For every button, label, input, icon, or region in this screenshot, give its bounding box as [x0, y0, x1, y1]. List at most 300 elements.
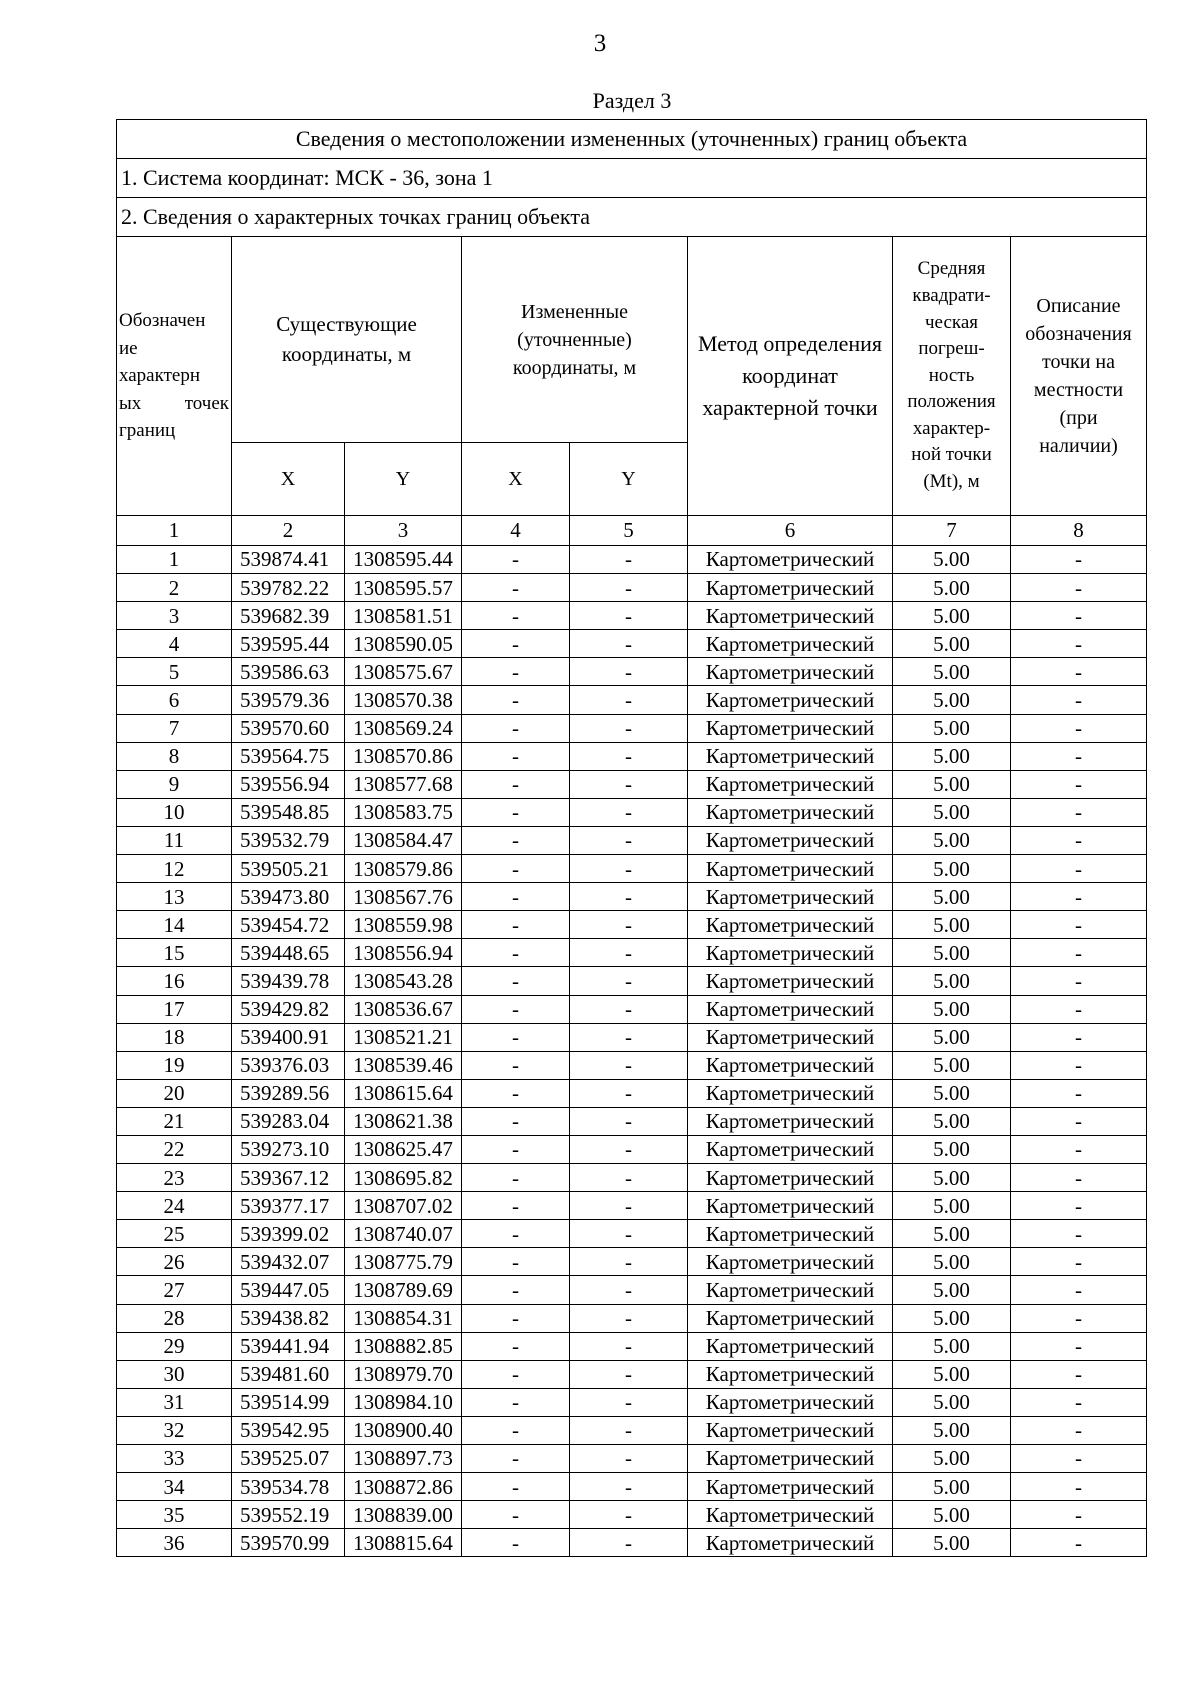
changed-y-cell: - [570, 1248, 688, 1276]
existing-x-cell: 539682.39 [232, 602, 345, 630]
existing-x-cell: 539782.22 [232, 574, 345, 602]
changed-x-cell: - [462, 1360, 570, 1388]
point-number-cell: 31 [117, 1388, 232, 1416]
method-cell: Картометрический [688, 1276, 893, 1304]
existing-y-cell: 1308775.79 [345, 1248, 462, 1276]
method-cell: Картометрический [688, 1529, 893, 1557]
method-cell: Картометрический [688, 1445, 893, 1473]
method-cell: Картометрический [688, 1192, 893, 1220]
changed-y-cell: - [570, 1360, 688, 1388]
point-number-cell: 11 [117, 826, 232, 854]
header-designation-line: ие [119, 337, 138, 359]
accuracy-cell: 5.00 [893, 995, 1011, 1023]
description-cell: - [1011, 1473, 1147, 1501]
method-cell: Картометрический [688, 1388, 893, 1416]
existing-x-cell: 539481.60 [232, 1360, 345, 1388]
table-row [117, 658, 1147, 686]
table-row [117, 1023, 1147, 1051]
table-row [117, 1332, 1147, 1360]
accuracy-cell: 5.00 [893, 1051, 1011, 1079]
table-row [117, 798, 1147, 826]
changed-y-cell: - [570, 742, 688, 770]
changed-x-cell: - [462, 546, 570, 574]
existing-x-cell: 539595.44 [232, 630, 345, 658]
method-cell: Картометрический [688, 1332, 893, 1360]
table-row [117, 1051, 1147, 1079]
description-cell: - [1011, 1360, 1147, 1388]
changed-x-cell: - [462, 1051, 570, 1079]
table-row [117, 1473, 1147, 1501]
existing-y-cell: 1308900.40 [345, 1416, 462, 1444]
column-number: 8 [1011, 516, 1147, 546]
method-cell: Картометрический [688, 798, 893, 826]
table-row [117, 1248, 1147, 1276]
description-cell: - [1011, 658, 1147, 686]
existing-y-cell: 1308570.86 [345, 742, 462, 770]
changed-x-cell: - [462, 630, 570, 658]
header-changed-x: X [462, 443, 570, 516]
changed-y-cell: - [570, 1164, 688, 1192]
changed-y-cell: - [570, 1388, 688, 1416]
changed-x-cell: - [462, 1079, 570, 1107]
header-designation [117, 237, 232, 516]
existing-y-cell: 1308695.82 [345, 1164, 462, 1192]
accuracy-cell: 5.00 [893, 1220, 1011, 1248]
method-cell: Картометрический [688, 1220, 893, 1248]
description-cell: - [1011, 911, 1147, 939]
table-row [117, 602, 1147, 630]
point-number-cell: 1 [117, 546, 232, 574]
header-accuracy-line: квадрати- [912, 284, 991, 306]
changed-x-cell: - [462, 1332, 570, 1360]
existing-x-cell: 539439.78 [232, 967, 345, 995]
point-number-cell: 33 [117, 1445, 232, 1473]
point-number-cell: 12 [117, 855, 232, 883]
changed-x-cell: - [462, 742, 570, 770]
table-row [117, 911, 1147, 939]
header-designation-word: ых [119, 392, 142, 414]
changed-x-cell: - [462, 1416, 570, 1444]
description-cell: - [1011, 602, 1147, 630]
existing-y-cell: 1308595.57 [345, 574, 462, 602]
changed-x-cell: - [462, 1529, 570, 1557]
existing-y-cell: 1308570.38 [345, 686, 462, 714]
point-number-cell: 36 [117, 1529, 232, 1557]
existing-x-cell: 539438.82 [232, 1304, 345, 1332]
point-number-cell: 21 [117, 1107, 232, 1135]
existing-x-cell: 539289.56 [232, 1079, 345, 1107]
accuracy-cell: 5.00 [893, 1304, 1011, 1332]
changed-y-cell: - [570, 686, 688, 714]
point-number-cell: 35 [117, 1501, 232, 1529]
table-row [117, 1135, 1147, 1163]
accuracy-cell: 5.00 [893, 770, 1011, 798]
point-number-cell: 2 [117, 574, 232, 602]
accuracy-cell: 5.00 [893, 1135, 1011, 1163]
description-cell: - [1011, 1164, 1147, 1192]
existing-x-cell: 539579.36 [232, 686, 345, 714]
existing-y-cell: 1308543.28 [345, 967, 462, 995]
method-cell: Картометрический [688, 686, 893, 714]
description-cell: - [1011, 798, 1147, 826]
column-number: 6 [688, 516, 893, 546]
existing-y-cell: 1308575.67 [345, 658, 462, 686]
existing-x-cell: 539432.07 [232, 1248, 345, 1276]
existing-y-cell: 1308583.75 [345, 798, 462, 826]
changed-x-cell: - [462, 883, 570, 911]
table-row [117, 1164, 1147, 1192]
point-number-cell: 22 [117, 1135, 232, 1163]
description-cell: - [1011, 1445, 1147, 1473]
accuracy-cell: 5.00 [893, 658, 1011, 686]
existing-y-cell: 1308707.02 [345, 1192, 462, 1220]
changed-x-cell: - [462, 1220, 570, 1248]
method-cell: Картометрический [688, 1023, 893, 1051]
description-cell: - [1011, 770, 1147, 798]
description-cell: - [1011, 574, 1147, 602]
method-cell: Картометрический [688, 855, 893, 883]
section-title: Раздел 3 [592, 88, 672, 113]
header-description-line: местности [1033, 379, 1124, 401]
changed-y-cell: - [570, 798, 688, 826]
header-existing-y: Y [345, 443, 462, 516]
method-cell: Картометрический [688, 1501, 893, 1529]
existing-x-cell: 539429.82 [232, 995, 345, 1023]
table-row [117, 1416, 1147, 1444]
existing-y-cell: 1308595.44 [345, 546, 462, 574]
changed-y-cell: - [570, 995, 688, 1023]
header-description-line: Описание [1036, 295, 1121, 317]
method-cell: Картометрический [688, 658, 893, 686]
changed-y-cell: - [570, 967, 688, 995]
point-number-cell: 24 [117, 1192, 232, 1220]
changed-x-cell: - [462, 686, 570, 714]
method-cell: Картометрический [688, 602, 893, 630]
existing-y-cell: 1308625.47 [345, 1135, 462, 1163]
existing-x-cell: 539447.05 [232, 1276, 345, 1304]
changed-x-cell: - [462, 574, 570, 602]
description-cell: - [1011, 1501, 1147, 1529]
method-cell: Картометрический [688, 1473, 893, 1501]
method-cell: Картометрический [688, 826, 893, 854]
description-cell: - [1011, 686, 1147, 714]
existing-x-cell: 539532.79 [232, 826, 345, 854]
description-cell: - [1011, 1135, 1147, 1163]
existing-x-cell: 539552.19 [232, 1501, 345, 1529]
accuracy-cell: 5.00 [893, 714, 1011, 742]
existing-y-cell: 1308979.70 [345, 1360, 462, 1388]
method-cell: Картометрический [688, 1107, 893, 1135]
changed-y-cell: - [570, 770, 688, 798]
point-number-cell: 5 [117, 658, 232, 686]
existing-y-cell: 1308882.85 [345, 1332, 462, 1360]
header-description-line: (при [1059, 407, 1098, 429]
table-row [117, 1529, 1147, 1557]
point-number-cell: 10 [117, 798, 232, 826]
changed-x-cell: - [462, 855, 570, 883]
description-cell: - [1011, 1529, 1147, 1557]
method-cell: Картометрический [688, 770, 893, 798]
accuracy-cell: 5.00 [893, 742, 1011, 770]
changed-y-cell: - [570, 826, 688, 854]
accuracy-cell: 5.00 [893, 1276, 1011, 1304]
changed-x-cell: - [462, 1248, 570, 1276]
accuracy-cell: 5.00 [893, 630, 1011, 658]
existing-y-cell: 1308577.68 [345, 770, 462, 798]
method-cell: Картометрический [688, 574, 893, 602]
table-row [117, 546, 1147, 574]
point-number-cell: 30 [117, 1360, 232, 1388]
changed-y-cell: - [570, 1416, 688, 1444]
method-cell: Картометрический [688, 939, 893, 967]
changed-y-cell: - [570, 1051, 688, 1079]
description-cell: - [1011, 714, 1147, 742]
table-row [117, 742, 1147, 770]
existing-y-cell: 1308621.38 [345, 1107, 462, 1135]
accuracy-cell: 5.00 [893, 1473, 1011, 1501]
header-designation-line: Обозначен [119, 310, 206, 332]
description-cell: - [1011, 630, 1147, 658]
existing-x-cell: 539367.12 [232, 1164, 345, 1192]
method-cell: Картометрический [688, 1360, 893, 1388]
header-changed-y: Y [570, 443, 688, 516]
point-number-cell: 4 [117, 630, 232, 658]
existing-y-cell: 1308615.64 [345, 1079, 462, 1107]
header-accuracy-line: ческая [924, 311, 978, 333]
accuracy-cell: 5.00 [893, 1360, 1011, 1388]
accuracy-cell: 5.00 [893, 1529, 1011, 1557]
accuracy-cell: 5.00 [893, 686, 1011, 714]
method-cell: Картометрический [688, 714, 893, 742]
changed-y-cell: - [570, 1135, 688, 1163]
changed-x-cell: - [462, 658, 570, 686]
changed-x-cell: - [462, 939, 570, 967]
table-row [117, 1360, 1147, 1388]
method-cell: Картометрический [688, 630, 893, 658]
accuracy-cell: 5.00 [893, 939, 1011, 967]
points-heading: 2. Сведения о характерных точках границ объекта [117, 198, 1147, 237]
existing-y-cell: 1308569.24 [345, 714, 462, 742]
changed-y-cell: - [570, 574, 688, 602]
header-designation-line: границ [119, 420, 176, 442]
table-row [117, 686, 1147, 714]
accuracy-cell: 5.00 [893, 1445, 1011, 1473]
table-row [117, 967, 1147, 995]
table-row [117, 1388, 1147, 1416]
existing-y-cell: 1308581.51 [345, 602, 462, 630]
accuracy-cell: 5.00 [893, 546, 1011, 574]
accuracy-cell: 5.00 [893, 883, 1011, 911]
changed-x-cell: - [462, 995, 570, 1023]
header-description [1011, 237, 1147, 516]
table-row [117, 574, 1147, 602]
method-cell: Картометрический [688, 911, 893, 939]
point-number-cell: 29 [117, 1332, 232, 1360]
point-number-cell: 18 [117, 1023, 232, 1051]
description-cell: - [1011, 1416, 1147, 1444]
existing-y-cell: 1308789.69 [345, 1276, 462, 1304]
existing-x-cell: 539377.17 [232, 1192, 345, 1220]
changed-y-cell: - [570, 1332, 688, 1360]
changed-x-cell: - [462, 1445, 570, 1473]
changed-y-cell: - [570, 630, 688, 658]
table-row [117, 1445, 1147, 1473]
accuracy-cell: 5.00 [893, 1164, 1011, 1192]
method-cell: Картометрический [688, 1304, 893, 1332]
existing-x-cell: 539514.99 [232, 1388, 345, 1416]
table-row [117, 1276, 1147, 1304]
method-cell: Картометрический [688, 742, 893, 770]
point-number-cell: 25 [117, 1220, 232, 1248]
description-cell: - [1011, 939, 1147, 967]
table-caption: Сведения о местоположении измененных (уточненных) границ объекта [117, 120, 1147, 159]
existing-x-cell: 539548.85 [232, 798, 345, 826]
description-cell: - [1011, 967, 1147, 995]
description-cell: - [1011, 995, 1147, 1023]
description-cell: - [1011, 1051, 1147, 1079]
page-number: 3 [593, 30, 607, 57]
existing-x-cell: 539273.10 [232, 1135, 345, 1163]
column-number: 7 [893, 516, 1011, 546]
description-cell: - [1011, 1220, 1147, 1248]
point-number-cell: 32 [117, 1416, 232, 1444]
point-number-cell: 19 [117, 1051, 232, 1079]
existing-y-cell: 1308984.10 [345, 1388, 462, 1416]
description-cell: - [1011, 742, 1147, 770]
accuracy-cell: 5.00 [893, 1388, 1011, 1416]
existing-x-cell: 539400.91 [232, 1023, 345, 1051]
changed-y-cell: - [570, 1304, 688, 1332]
changed-y-cell: - [570, 911, 688, 939]
column-number: 1 [117, 516, 232, 546]
existing-x-cell: 539556.94 [232, 770, 345, 798]
existing-x-cell: 539564.75 [232, 742, 345, 770]
accuracy-cell: 5.00 [893, 574, 1011, 602]
header-designation-line [119, 390, 229, 418]
description-cell: - [1011, 1248, 1147, 1276]
header-existing-x: X [232, 443, 345, 516]
description-cell: - [1011, 883, 1147, 911]
changed-x-cell: - [462, 1388, 570, 1416]
existing-y-cell: 1308872.86 [345, 1473, 462, 1501]
changed-x-cell: - [462, 826, 570, 854]
table-row [117, 883, 1147, 911]
header-accuracy-line: Средняя [917, 258, 986, 280]
changed-y-cell: - [570, 1276, 688, 1304]
point-number-cell: 9 [117, 770, 232, 798]
existing-y-cell: 1308521.21 [345, 1023, 462, 1051]
existing-y-cell: 1308897.73 [345, 1445, 462, 1473]
accuracy-cell: 5.00 [893, 1332, 1011, 1360]
table-row [117, 714, 1147, 742]
table-row [117, 826, 1147, 854]
method-cell: Картометрический [688, 995, 893, 1023]
table-row [117, 1192, 1147, 1220]
header-accuracy-line: погреш- [918, 338, 985, 360]
header-changed-coords: Измененные (уточненные) координаты, м [462, 237, 688, 443]
existing-x-cell: 539376.03 [232, 1051, 345, 1079]
existing-y-cell: 1308584.47 [345, 826, 462, 854]
changed-y-cell: - [570, 658, 688, 686]
changed-x-cell: - [462, 602, 570, 630]
changed-x-cell: - [462, 770, 570, 798]
description-cell: - [1011, 826, 1147, 854]
changed-y-cell: - [570, 1192, 688, 1220]
accuracy-cell: 5.00 [893, 602, 1011, 630]
accuracy-cell: 5.00 [893, 826, 1011, 854]
changed-x-cell: - [462, 1473, 570, 1501]
column-number: 5 [570, 516, 688, 546]
changed-x-cell: - [462, 1135, 570, 1163]
changed-x-cell: - [462, 1304, 570, 1332]
accuracy-cell: 5.00 [893, 1192, 1011, 1220]
header-accuracy-line: (Mt), м [923, 471, 980, 493]
existing-x-cell: 539283.04 [232, 1107, 345, 1135]
description-cell: - [1011, 1023, 1147, 1051]
changed-y-cell: - [570, 714, 688, 742]
point-number-cell: 26 [117, 1248, 232, 1276]
point-number-cell: 16 [117, 967, 232, 995]
accuracy-cell: 5.00 [893, 1416, 1011, 1444]
changed-y-cell: - [570, 939, 688, 967]
existing-y-cell: 1308815.64 [345, 1529, 462, 1557]
changed-y-cell: - [570, 546, 688, 574]
point-number-cell: 3 [117, 602, 232, 630]
existing-x-cell: 539441.94 [232, 1332, 345, 1360]
column-number: 4 [462, 516, 570, 546]
accuracy-cell: 5.00 [893, 967, 1011, 995]
method-cell: Картометрический [688, 546, 893, 574]
point-number-cell: 8 [117, 742, 232, 770]
coordinate-system: 1. Система координат: МСК - 36, зона 1 [117, 159, 1147, 198]
header-description-line: точки на [1041, 351, 1116, 373]
method-cell: Картометрический [688, 1416, 893, 1444]
changed-x-cell: - [462, 1107, 570, 1135]
changed-y-cell: - [570, 1445, 688, 1473]
changed-x-cell: - [462, 714, 570, 742]
point-number-cell: 17 [117, 995, 232, 1023]
existing-y-cell: 1308567.76 [345, 883, 462, 911]
existing-x-cell: 539505.21 [232, 855, 345, 883]
description-cell: - [1011, 1304, 1147, 1332]
changed-y-cell: - [570, 1023, 688, 1051]
existing-x-cell: 539586.63 [232, 658, 345, 686]
header-method: Метод определения координат характерной точки [688, 237, 893, 516]
accuracy-cell: 5.00 [893, 1107, 1011, 1135]
point-number-cell: 28 [117, 1304, 232, 1332]
existing-y-cell: 1308559.98 [345, 911, 462, 939]
changed-x-cell: - [462, 967, 570, 995]
table-row [117, 630, 1147, 658]
point-number-cell: 20 [117, 1079, 232, 1107]
existing-y-cell: 1308839.00 [345, 1501, 462, 1529]
accuracy-cell: 5.00 [893, 855, 1011, 883]
changed-x-cell: - [462, 1501, 570, 1529]
description-cell: - [1011, 1079, 1147, 1107]
method-cell: Картометрический [688, 1079, 893, 1107]
existing-y-cell: 1308536.67 [345, 995, 462, 1023]
existing-x-cell: 539534.78 [232, 1473, 345, 1501]
accuracy-cell: 5.00 [893, 1501, 1011, 1529]
column-number: 3 [345, 516, 462, 546]
changed-x-cell: - [462, 798, 570, 826]
table-row [117, 1079, 1147, 1107]
header-accuracy-line: характер- [912, 417, 991, 439]
existing-y-cell: 1308740.07 [345, 1220, 462, 1248]
existing-x-cell: 539542.95 [232, 1416, 345, 1444]
changed-x-cell: - [462, 1192, 570, 1220]
changed-y-cell: - [570, 855, 688, 883]
